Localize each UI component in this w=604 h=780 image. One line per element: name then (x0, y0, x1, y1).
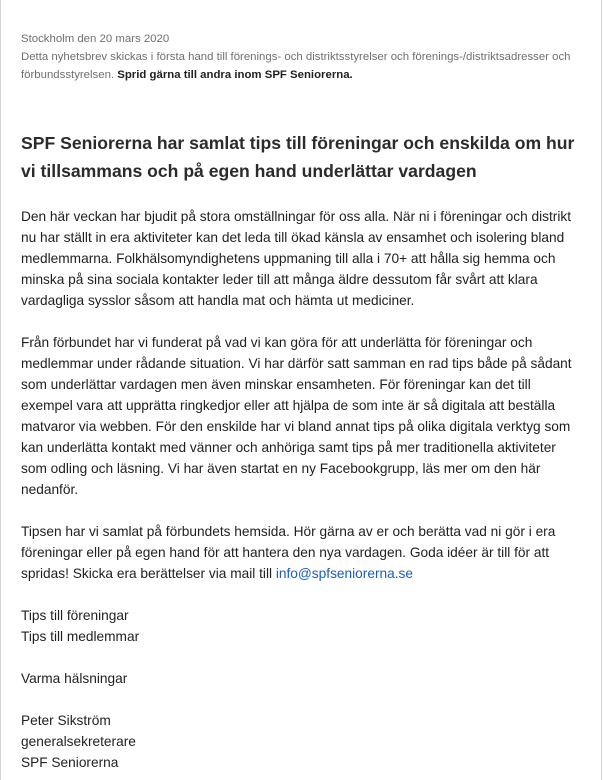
date-line: Stockholm den 20 mars 2020 (21, 33, 170, 45)
signature-name: Peter Sikström (21, 713, 111, 728)
body-paragraph-1: Den här veckan har bjudit på stora omställningar för oss alla. När ni i föreningar och distrikt nu har ställt in era aktiviteter kan det leda till ökad känsla av ensamhet och isolering bland medlemmarna. Folkhälsomyndighetens uppmaning till alla i 70+ att hålla sig hemma och minska på sina sociala kontakter leder till att många äldre dessutom får svårt att klara vardagliga sysslor såsom att handla mat och hämta ut mediciner. (21, 209, 572, 308)
body-paragraph-3-text: Tipsen har vi samlat på förbundets hemsida. Hör gärna av er och berätta vad ni gör i era föreningar eller på egen hand för att hantera den nya vardagen. Goda idéer är till för att spridas! Skicka era berättelser via mail till (21, 524, 556, 581)
tips-medlemmar-link[interactable]: Tips till medlemmar (21, 629, 140, 644)
distribution-info-bold: Sprid gärna till andra inom SPF Seniorerna. (117, 69, 353, 81)
tips-foreningar-link[interactable]: Tips till föreningar (21, 608, 129, 623)
email-link[interactable]: info@spfseniorerna.se (275, 566, 413, 581)
signature-organization: SPF Seniorerna (21, 755, 119, 770)
body-paragraph-3 (21, 521, 581, 584)
body-paragraph-2: Från förbundet har vi funderat på vad vi kan göra för att underlätta för föreningar och medlemmar under rådande situation. Vi har därför satt samman en rad tips både på sådant som underlättar vardagen men även minskar ensamheten. För föreningar kan det till exempel vara att upprätta ringkedjor eller att hjälpa de som inte är så digitala att beställa matvaror via webben. För den enskilde har vi bland annat tips på olika digitala verktyg som kan underlätta kontakt med vänner och anhöriga samt tips på mer traditionella aktiviteter som odling och läsning. Vi har även startat en ny Facebookgrupp, läs mer om den här nedanför. (21, 335, 572, 497)
distribution-info-text: Detta nyhetsbrev skickas i första hand till förenings- och distriktsstyrelser och förenings-/distriktsadresser och förbundsstyrelsen. (21, 51, 571, 81)
newsletter-headline: SPF Seniorerna har samlat tips till föreningar och enskilda om hur vi tillsammans och på egen hand underlättar vardagen (21, 133, 575, 181)
distribution-info (21, 48, 596, 84)
signature-title: generalsekreterare (21, 734, 136, 749)
preheader (21, 30, 596, 84)
closing-greeting: Varma hälsningar (21, 671, 128, 686)
